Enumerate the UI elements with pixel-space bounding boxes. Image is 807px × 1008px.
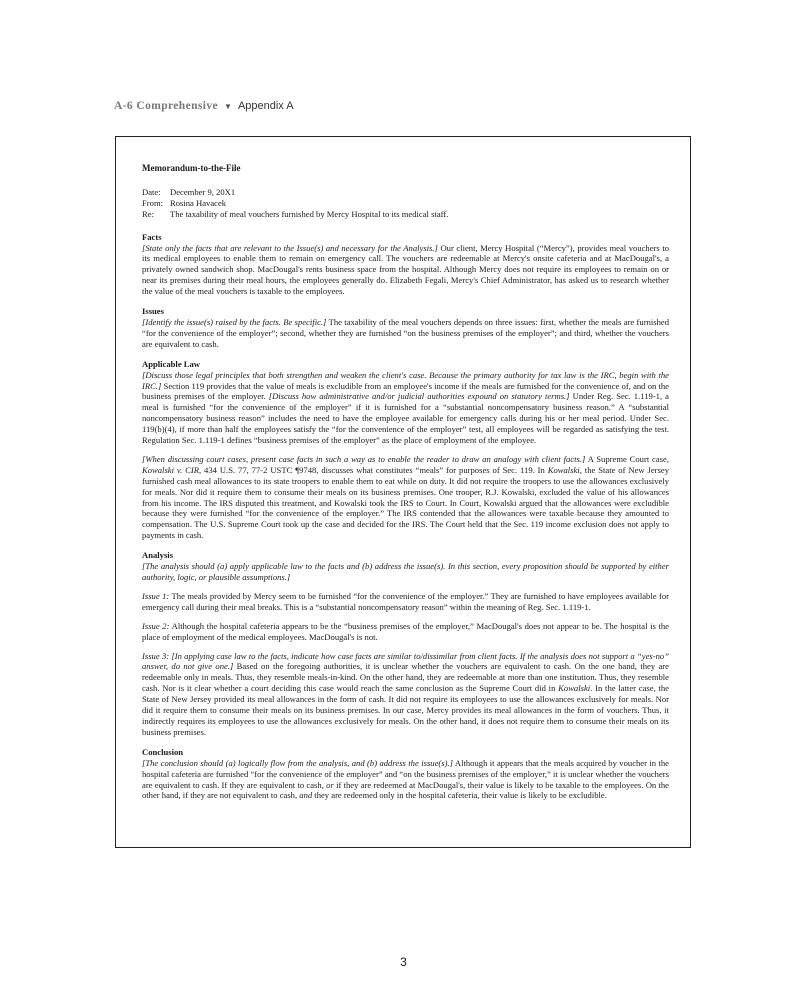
triangle-down-icon: ▼ xyxy=(224,101,232,111)
law-body-d: , 434 U.S. 77, 77-2 USTC ¶9748, discusses what constitutes “meals” for purposes of Sec. 119. In xyxy=(198,464,548,475)
issue-1-label: Issue 1: xyxy=(142,590,170,601)
issue-3-body-b: . In the latter case, the State of New Jersey provided its meal allowances in the form of cash. It did not require its employees to use the allowances exclusively for meals. Nor did it require them to consume their meals on its business premises. In our case, Mercy provides its meal allowances in the form of vouchers. Thus, it indirectly requires its employees to use the allowances exclusively for meals. On the other hand, it does not require them to consume their meals on its business premises. xyxy=(142,683,669,737)
analysis-issue-3 xyxy=(142,651,669,738)
header-appendix-label: Appendix A xyxy=(237,100,294,112)
issues-heading: Issues xyxy=(142,306,164,317)
memo-re: The taxability of meal vouchers furnished by Mercy Hospital to its medical staff. xyxy=(170,208,449,219)
law-body-b: Under Reg. Sec. 1.119-1, a meal is furnished “for the convenience of the employer” if it is furnished for a “substantial noncompensatory business reason.” A “substantial noncompensatory business reason” includes the need to have the employee available for emergency calls during his or her meal period. Under Sec. 119(b)(4), if more than half the employees satisfy the “for the convenience of the employer” test, all employees will be regarded as satisfying the test. Regulation Sec. 1.119-1 defines “business premises of the employer” as the place of employment of the employee. xyxy=(142,391,669,446)
memo-re-label: Re: xyxy=(142,208,154,219)
conclusion-instruction: [The conclusion should (a) logically flow from the analysis, and (b) address the issue(s).] xyxy=(142,757,453,768)
memo-date-line xyxy=(142,187,669,198)
issue-3-body-a: Based on the foregoing authorities, it is unclear whether the vouchers are equivalent to cash. On the one hand, they are redeemable only in meals. Thus, they resemble meals-in-kind. On the other hand, they are redeemable at more than one institution. Thus, they resemble cash. Nor is it clear whether a court deciding this case would reach the same conclusion as the Supreme Court did in xyxy=(142,661,669,694)
issues-instruction: [Identify the issue(s) raised by the facts. Be specific.] xyxy=(142,316,327,327)
memo-from: Rosina Havacek xyxy=(170,197,227,208)
law-instruction-a: [Discuss those legal principles that both strengthen and weaken the client's case. Because the primary authority for tax law is the IRC, begin with the IRC.] xyxy=(142,369,669,391)
conclusion-body-b: if they are redeemed at MacDougal's, their value is likely to be taxable to the employees. On the other hand, if they are not equivalent to cash, xyxy=(142,779,669,801)
facts-body: Our client, Mercy Hospital (“Mercy”), provides meal vouchers to its medical employees to enable them to remain on emergency call. The vouchers are redeemable at Mercy's onsite cafeteria and at MacDougal's, a privately owned sandwich shop. MacDougal's rents business space from the hospital. Although Mercy does not require its employees to remain on or near its premises during their meal hours, the employees generally do. Elizabeth Fegali, Mercy's Chief Administrator, has asked us to research whether the value of the meal vouchers is taxable to the employees. xyxy=(142,242,669,297)
page-header xyxy=(114,100,294,112)
law-heading: Applicable Law xyxy=(142,358,201,369)
case-name-short: Kowalski xyxy=(547,464,580,475)
memo-from-line xyxy=(142,198,669,209)
conclusion-and: and xyxy=(299,790,313,801)
conclusion-heading: Conclusion xyxy=(142,746,184,757)
issues-paragraph xyxy=(142,317,669,350)
issue-3-instruction: [In applying case law to the facts, indicate how case facts are similar to/dissimilar from client facts. If the analysis does not support a “yes-no” answer, do not give one.] xyxy=(142,650,669,672)
conclusion-paragraph xyxy=(142,758,669,802)
issue-2-label: Issue 2: xyxy=(142,620,170,631)
law-paragraph-1 xyxy=(142,370,669,446)
analysis-issue-1 xyxy=(142,591,669,613)
analysis-issue-2 xyxy=(142,621,669,643)
analysis-heading: Analysis xyxy=(142,550,174,561)
header-section-label: A-6 Comprehensive xyxy=(114,100,219,112)
analysis-instruction: [The analysis should (a) apply applicable law to the facts and (b) address the issue(s). In this section, every proposition should be supported by either authority, logic, or plausible assumptions.] xyxy=(142,561,669,582)
law-instruction-c: [When discussing court cases, present case facts in such a way as to enable the reader to draw an analogy with client facts.] xyxy=(142,453,586,464)
memo-meta xyxy=(142,187,669,220)
memo-title: Memorandum-to-the-File xyxy=(142,163,241,173)
law-body-c: A Supreme Court case, xyxy=(585,453,669,464)
conclusion-body-a: Although it appears that the meals acquired by voucher in the hospital cafeteria are furnished “for the convenience of the employer” and “on the business premises of the employer,” it is unclear whether the vouchers are equivalent to cash. If they are equivalent to cash, xyxy=(142,757,669,790)
law-body-e: , the State of New Jersey furnished cash meal allowances to its state troopers to enable them to eat while on duty. It did not require the troopers to use the allowances exclusively for meals. Nor did it require them to consume their meals on its business premises. One trooper, R.J. Kowalski, excluded the value of his allowances from his income. The IRS disputed this treatment, and Kowalski took the IRS to Court. In Court, Kowalski argued that the allowances were excludible because they were furnished “for the convenience of the employer.” The IRS contended that the allowances were taxable because they amounted to compensation. The U.S. Supreme Court took up the case and decided for the IRS. The Court held that the Sec. 119 income exclusion does not apply to payments in cash. xyxy=(142,464,669,541)
issue-3-label: Issue 3: xyxy=(142,650,170,661)
issues-body: The taxability of the meal vouchers depends on three issues: first, whether the meals are furnished “for the convenience of the employer”; second, whether they are furnished “on the business premises of the employer”; and third, whether the vouchers are equivalent to cash. xyxy=(142,316,670,349)
facts-instruction: [State only the facts that are relevant to the Issue(s) and necessary for the Analysis.] xyxy=(142,242,438,253)
conclusion-body-c: they are redeemed only in the hospital cafeteria, their value is likely to be excludible. xyxy=(312,790,607,801)
law-paragraph-2 xyxy=(142,454,669,541)
memo-from-label: From: xyxy=(142,197,164,208)
memo-box xyxy=(115,136,691,848)
issue-2-body: Although the hospital cafeteria appears to be the “business premises of the employer,” MacDougal's does not appear to be. The hospital is the place of employment of the medical employees. MacDougal's is not. xyxy=(142,620,669,642)
memo-date-label: Date: xyxy=(142,186,161,197)
page-number: 3 xyxy=(400,955,407,969)
analysis-intro xyxy=(142,561,669,583)
memo-date: December 9, 20X1 xyxy=(170,186,236,197)
case-name: Kowalski v. CIR xyxy=(142,464,199,475)
issue-3-case: Kowalski xyxy=(558,683,591,694)
facts-paragraph xyxy=(142,243,669,298)
conclusion-or: or xyxy=(326,779,334,790)
memo-re-line xyxy=(142,209,669,220)
issue-1-body: The meals provided by Mercy seem to be furnished “for the convenience of the employer.” They are furnished to have employees available for emergency call during their meal breaks. This is a “substantial noncompensatory reason” within the meaning of Reg. Sec. 1.119-1. xyxy=(142,590,669,612)
law-instruction-b: [Discuss how administrative and/or judicial authorities expound on statutory terms.] xyxy=(268,391,570,402)
law-body-a: Section 119 provides that the value of meals is excludible from an employee's income if the meals are furnished for the convenience of, and on the business premises of the employer. xyxy=(142,380,669,402)
facts-heading: Facts xyxy=(142,231,162,242)
